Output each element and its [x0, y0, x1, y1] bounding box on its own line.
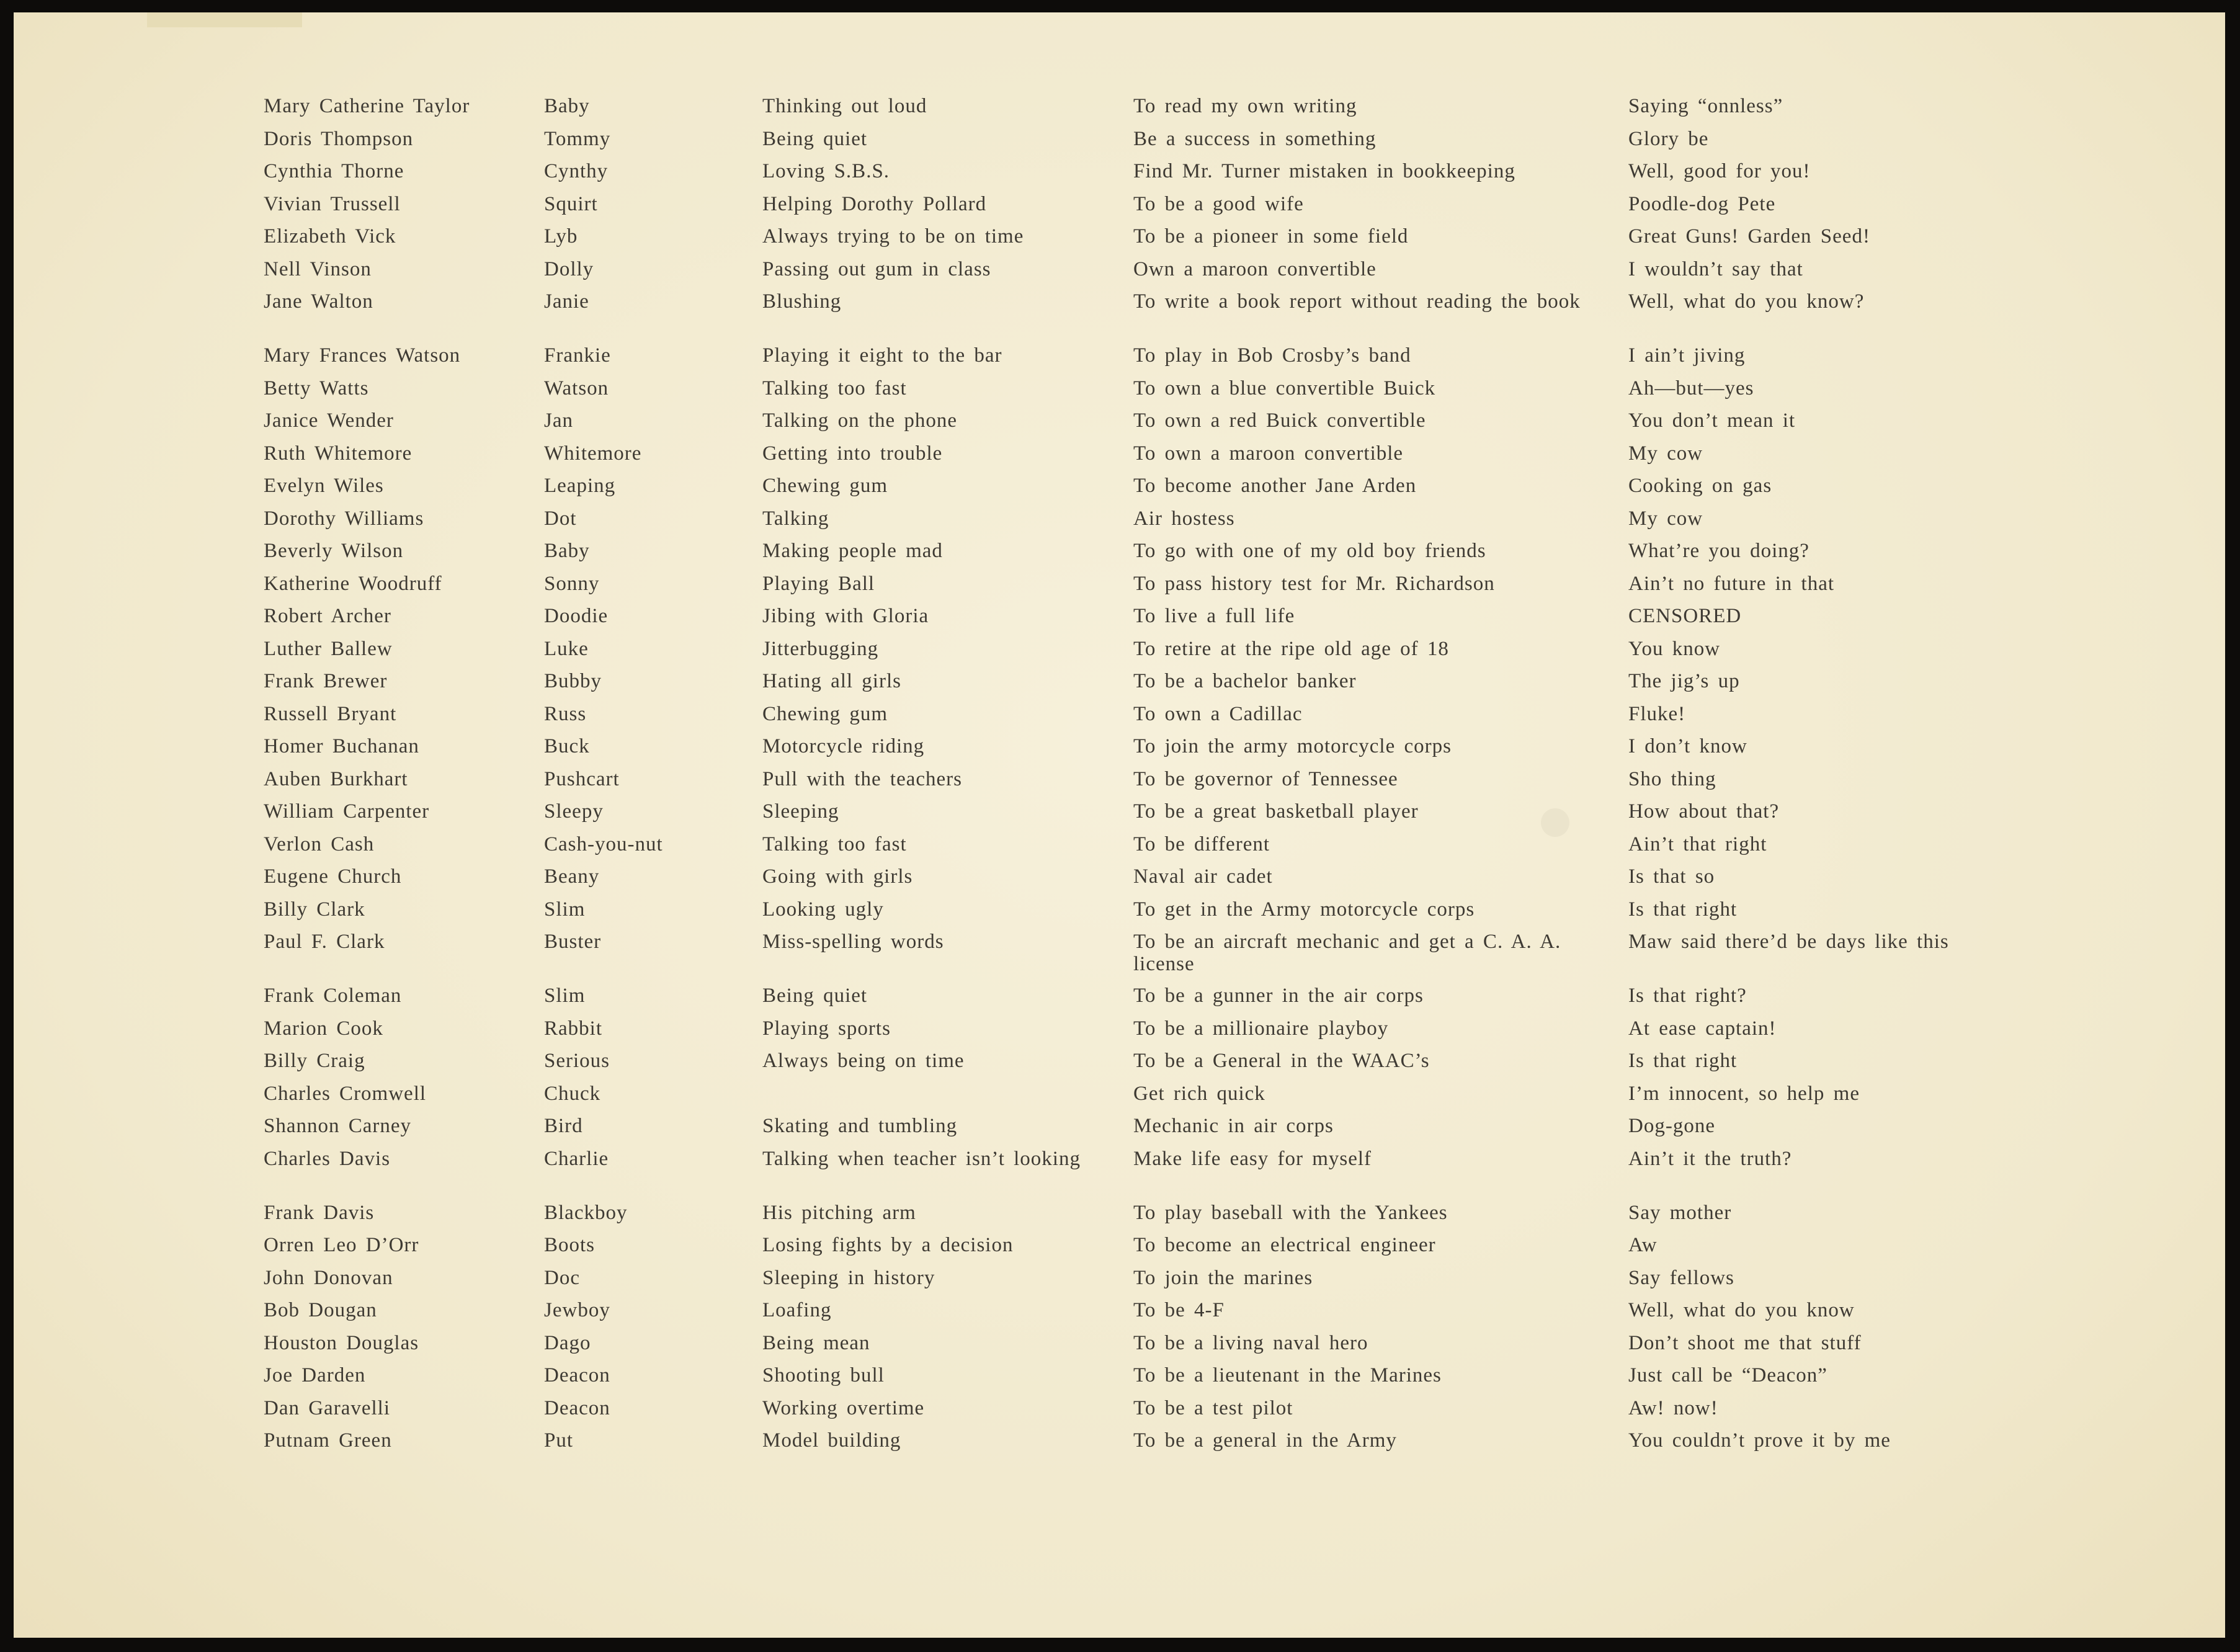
student-saying: Aw! now! — [1628, 1396, 1718, 1419]
student-weakness: Sleeping in history — [762, 1266, 935, 1289]
student-saying: Ain’t no future in that — [1628, 572, 1835, 595]
student-saying: My cow — [1628, 507, 1703, 530]
yearbook-page — [14, 12, 2225, 1638]
student-name: Mary Frances Watson — [264, 344, 461, 367]
student-saying: I ain’t jiving — [1628, 344, 1746, 367]
student-nickname: Serious — [544, 1050, 610, 1072]
student-ambition: To be a gunner in the air corps — [1133, 985, 1424, 1007]
student-saying: Ah—but—yes — [1628, 377, 1754, 400]
student-nickname: Dolly — [544, 257, 594, 280]
student-weakness: Thinking out loud — [762, 95, 927, 117]
student-ambition: To own a Cadillac — [1133, 702, 1303, 725]
student-saying: Well, what do you know — [1628, 1299, 1855, 1321]
student-nickname: Watson — [544, 377, 609, 400]
student-nickname: Charlie — [544, 1147, 609, 1170]
student-saying: At ease captain! — [1628, 1017, 1777, 1040]
student-ambition: Get rich quick — [1133, 1082, 1265, 1105]
student-weakness: Loafing — [762, 1299, 832, 1321]
student-ambition: To write a book report without reading the book — [1133, 290, 1581, 313]
student-name: Homer Buchanan — [264, 735, 419, 757]
student-weakness: Loving S.B.S. — [762, 160, 890, 182]
student-saying: Say fellows — [1628, 1266, 1734, 1289]
student-name: Luther Ballew — [264, 637, 393, 660]
roster-row — [264, 540, 2075, 573]
student-nickname: Leaping — [544, 475, 616, 497]
student-ambition: To be a lieutenant in the Marines — [1133, 1364, 1442, 1386]
student-ambition: To get in the Army motorcycle corps — [1133, 898, 1475, 921]
student-nickname: Jan — [544, 409, 573, 432]
student-weakness: Sleeping — [762, 800, 839, 823]
student-name: Auben Burkhart — [264, 767, 408, 790]
roster-row — [264, 1115, 2075, 1148]
student-name: Frank Davis — [264, 1201, 375, 1224]
student-ambition: Air hostess — [1133, 507, 1235, 530]
student-name: Bob Dougan — [264, 1299, 377, 1321]
student-saying: Sho thing — [1628, 767, 1716, 790]
student-ambition: To be a living naval hero — [1133, 1331, 1368, 1354]
student-name: William Carpenter — [264, 800, 430, 823]
roster-row — [264, 670, 2075, 703]
student-nickname: Sonny — [544, 572, 600, 595]
roster-row — [264, 258, 2075, 291]
student-name: Orren Leo D’Orr — [264, 1234, 419, 1256]
student-ambition: To be a test pilot — [1133, 1396, 1293, 1419]
student-name: Elizabeth Vick — [264, 225, 396, 248]
student-weakness: Making people mad — [762, 540, 943, 562]
student-weakness: Playing sports — [762, 1017, 891, 1040]
paper-edge-mark — [147, 12, 302, 27]
roster-row — [264, 931, 2075, 985]
student-name: Shannon Carney — [264, 1115, 412, 1137]
roster-row — [264, 507, 2075, 540]
student-ambition: To join the army motorcycle corps — [1133, 735, 1452, 757]
roster-row — [264, 1332, 2075, 1365]
roster-row — [264, 95, 2075, 128]
student-saying: I’m innocent, so help me — [1628, 1082, 1860, 1105]
student-nickname: Lyb — [544, 225, 578, 248]
student-saying: Aw — [1628, 1234, 1658, 1256]
student-weakness: Shooting bull — [762, 1364, 885, 1386]
student-saying: Is that right — [1628, 1050, 1738, 1072]
student-name: Ruth Whitemore — [264, 442, 413, 465]
student-name: Billy Craig — [264, 1050, 365, 1072]
student-ambition: To pass history test for Mr. Richardson — [1133, 572, 1495, 595]
student-nickname: Chuck — [544, 1082, 601, 1105]
student-name: Dan Garavelli — [264, 1396, 390, 1419]
student-saying: Well, good for you! — [1628, 160, 1811, 182]
student-nickname: Buster — [544, 931, 602, 953]
student-name: Cynthia Thorne — [264, 160, 404, 182]
student-saying: What’re you doing? — [1628, 540, 1809, 562]
student-saying: Dog-gone — [1628, 1115, 1715, 1137]
student-name: Billy Clark — [264, 898, 365, 921]
student-ambition: To go with one of my old boy friends — [1133, 540, 1486, 562]
student-nickname: Put — [544, 1429, 574, 1452]
roster-row — [264, 1202, 2075, 1235]
roster-row — [264, 1429, 2075, 1462]
student-name: Charles Davis — [264, 1147, 391, 1170]
student-saying: Cooking on gas — [1628, 475, 1772, 497]
student-weakness: Going with girls — [762, 865, 913, 888]
student-weakness: Always trying to be on time — [762, 225, 1024, 248]
student-nickname: Doc — [544, 1266, 580, 1289]
student-nickname: Doodie — [544, 605, 609, 627]
student-nickname: Dot — [544, 507, 577, 530]
student-nickname: Frankie — [544, 344, 611, 367]
student-saying: CENSORED — [1628, 605, 1742, 627]
student-weakness: Jitterbugging — [762, 637, 879, 660]
student-saying: Is that so — [1628, 865, 1715, 888]
student-nickname: Squirt — [544, 192, 598, 215]
student-name: Paul F. Clark — [264, 931, 385, 953]
student-ambition: To live a full life — [1133, 605, 1295, 627]
roster-row — [264, 160, 2075, 193]
student-nickname: Blackboy — [544, 1201, 628, 1224]
student-saying: I wouldn’t say that — [1628, 257, 1803, 280]
student-name: Nell Vinson — [264, 257, 372, 280]
student-nickname: Buck — [544, 735, 590, 757]
student-weakness: Skating and tumbling — [762, 1115, 958, 1137]
roster-row — [264, 1397, 2075, 1430]
student-weakness: Playing it eight to the bar — [762, 344, 1002, 367]
roster-row — [264, 1299, 2075, 1332]
roster-row — [264, 1083, 2075, 1115]
student-nickname: Slim — [544, 898, 586, 921]
student-saying: I don’t know — [1628, 735, 1747, 757]
student-ambition: To be a pioneer in some field — [1133, 225, 1409, 248]
student-saying: Poodle-dog Pete — [1628, 192, 1776, 215]
student-weakness: Being quiet — [762, 985, 868, 1007]
student-ambition: To be a great basketball player — [1133, 800, 1419, 823]
student-saying: Maw said there’d be days like this — [1628, 931, 1949, 953]
roster-body — [264, 95, 2075, 1462]
roster-row — [264, 1017, 2075, 1050]
student-nickname: Russ — [544, 702, 587, 725]
student-nickname: Bubby — [544, 670, 602, 692]
student-name: John Donovan — [264, 1266, 393, 1289]
student-name: Eugene Church — [264, 865, 402, 888]
student-name: Joe Darden — [264, 1364, 366, 1386]
student-ambition: To read my own writing — [1133, 95, 1357, 117]
student-ambition: To own a blue convertible Buick — [1133, 377, 1436, 400]
roster-row — [264, 344, 2075, 377]
senior-roster-table — [264, 95, 2075, 1462]
roster-row — [264, 1267, 2075, 1300]
student-nickname: Sleepy — [544, 800, 604, 823]
student-name: Janice Wender — [264, 409, 394, 432]
student-saying: Saying “onnless” — [1628, 95, 1783, 117]
student-saying: Ain’t it the truth? — [1628, 1147, 1792, 1170]
roster-row — [264, 193, 2075, 226]
student-name: Beverly Wilson — [264, 540, 404, 562]
student-name: Mary Catherine Taylor — [264, 95, 470, 117]
student-name: Vivian Trussell — [264, 192, 401, 215]
student-nickname: Boots — [544, 1234, 596, 1256]
student-weakness: Talking too fast — [762, 377, 907, 400]
roster-row — [264, 800, 2075, 833]
student-weakness: Always being on time — [762, 1050, 965, 1072]
student-weakness: Losing fights by a decision — [762, 1234, 1014, 1256]
student-ambition: To own a red Buick convertible — [1133, 409, 1426, 432]
student-nickname: Tommy — [544, 127, 611, 150]
roster-row — [264, 985, 2075, 1017]
student-weakness: Being quiet — [762, 127, 868, 150]
roster-row — [264, 605, 2075, 638]
student-ambition: To be a General in the WAAC’s — [1133, 1050, 1430, 1072]
roster-row — [264, 1050, 2075, 1083]
student-ambition: To become another Jane Arden — [1133, 475, 1417, 497]
roster-row — [264, 833, 2075, 866]
student-nickname: Dago — [544, 1331, 591, 1354]
student-ambition: To become an electrical engineer — [1133, 1234, 1436, 1256]
student-ambition: To own a maroon convertible — [1133, 442, 1404, 465]
roster-row — [264, 735, 2075, 768]
roster-row — [264, 442, 2075, 475]
student-name: Charles Cromwell — [264, 1082, 427, 1105]
student-name: Doris Thompson — [264, 127, 414, 150]
roster-row — [264, 1148, 2075, 1202]
roster-row — [264, 703, 2075, 736]
roster-row — [264, 475, 2075, 507]
student-ambition: To be governor of Tennessee — [1133, 767, 1398, 790]
student-nickname: Bird — [544, 1115, 583, 1137]
student-name: Frank Brewer — [264, 670, 388, 692]
student-ambition: Be a success in something — [1133, 127, 1377, 150]
roster-row — [264, 409, 2075, 442]
student-weakness: Hating all girls — [762, 670, 901, 692]
student-name: Houston Douglas — [264, 1331, 419, 1354]
student-weakness: Blushing — [762, 290, 842, 313]
student-name: Verlon Cash — [264, 833, 375, 855]
student-weakness: Talking when teacher isn’t looking — [762, 1147, 1081, 1170]
student-ambition: To join the marines — [1133, 1266, 1313, 1289]
student-saying: You couldn’t prove it by me — [1628, 1429, 1891, 1452]
roster-row — [264, 898, 2075, 931]
roster-row — [264, 768, 2075, 801]
student-nickname: Baby — [544, 540, 590, 562]
student-ambition: To be a bachelor banker — [1133, 670, 1357, 692]
student-weakness: Motorcycle riding — [762, 735, 925, 757]
roster-row — [264, 290, 2075, 344]
student-ambition: To be a general in the Army — [1133, 1429, 1397, 1452]
student-name: Frank Coleman — [264, 985, 402, 1007]
student-name: Marion Cook — [264, 1017, 383, 1040]
student-name: Robert Archer — [264, 605, 391, 627]
student-weakness: Looking ugly — [762, 898, 884, 921]
student-weakness: Being mean — [762, 1331, 870, 1354]
student-ambition: To be different — [1133, 833, 1270, 855]
roster-row — [264, 573, 2075, 605]
roster-row — [264, 865, 2075, 898]
student-weakness: Miss-spelling words — [762, 931, 944, 953]
student-saying: Say mother — [1628, 1201, 1732, 1224]
student-weakness: Getting into trouble — [762, 442, 943, 465]
student-saying: My cow — [1628, 442, 1703, 465]
student-name: Betty Watts — [264, 377, 369, 400]
student-ambition: To be 4-F — [1133, 1299, 1225, 1321]
student-nickname: Beany — [544, 865, 600, 888]
student-name: Jane Walton — [264, 290, 373, 313]
student-weakness: Chewing gum — [762, 475, 888, 497]
student-name: Dorothy Williams — [264, 507, 424, 530]
student-ambition: To be an aircraft mechanic and get a C. A. A. license — [1133, 931, 1561, 975]
roster-row — [264, 225, 2075, 258]
student-saying: Is that right — [1628, 898, 1738, 921]
student-ambition: To retire at the ripe old age of 18 — [1133, 637, 1449, 660]
student-ambition: To play baseball with the Yankees — [1133, 1201, 1448, 1224]
student-saying: Just call be “Deacon” — [1628, 1364, 1827, 1386]
student-saying: Fluke! — [1628, 702, 1686, 725]
roster-row — [264, 377, 2075, 410]
student-ambition: To play in Bob Crosby’s band — [1133, 344, 1411, 367]
student-name: Putnam Green — [264, 1429, 392, 1452]
student-nickname: Cynthy — [544, 160, 609, 182]
student-nickname: Slim — [544, 985, 586, 1007]
student-weakness: His pitching arm — [762, 1201, 916, 1224]
student-weakness: Talking on the phone — [762, 409, 958, 432]
student-nickname: Deacon — [544, 1364, 610, 1386]
student-saying: Don’t shoot me that stuff — [1628, 1331, 1862, 1354]
student-saying: Is that right? — [1628, 985, 1747, 1007]
student-nickname: Janie — [544, 290, 589, 313]
student-ambition: Own a maroon convertible — [1133, 257, 1377, 280]
student-ambition: Find Mr. Turner mistaken in bookkeeping — [1133, 160, 1515, 182]
student-weakness: Chewing gum — [762, 702, 888, 725]
student-weakness: Jibing with Gloria — [762, 605, 929, 627]
student-saying: Great Guns! Garden Seed! — [1628, 225, 1870, 248]
student-weakness: Working overtime — [762, 1396, 925, 1419]
student-saying: You know — [1628, 637, 1721, 660]
student-ambition: Make life easy for myself — [1133, 1147, 1372, 1170]
roster-row — [264, 1364, 2075, 1397]
student-saying: You don’t mean it — [1628, 409, 1796, 432]
roster-row — [264, 128, 2075, 161]
student-weakness: Talking — [762, 507, 829, 530]
student-weakness: Passing out gum in class — [762, 257, 991, 280]
student-saying: The jig’s up — [1628, 670, 1740, 692]
student-weakness: Pull with the teachers — [762, 767, 963, 790]
student-nickname: Cash-you-nut — [544, 833, 663, 855]
student-nickname: Luke — [544, 637, 589, 660]
student-saying: Well, what do you know? — [1628, 290, 1865, 313]
student-nickname: Jewboy — [544, 1299, 610, 1321]
student-nickname: Pushcart — [544, 767, 620, 790]
roster-row — [264, 1234, 2075, 1267]
student-saying: How about that? — [1628, 800, 1780, 823]
student-saying: Ain’t that right — [1628, 833, 1767, 855]
student-weakness: Helping Dorothy Pollard — [762, 192, 987, 215]
student-weakness: Talking too fast — [762, 833, 907, 855]
student-nickname: Rabbit — [544, 1017, 602, 1040]
student-ambition: Mechanic in air corps — [1133, 1115, 1334, 1137]
student-weakness — [762, 1083, 1133, 1115]
student-nickname: Deacon — [544, 1396, 610, 1419]
student-weakness: Model building — [762, 1429, 901, 1452]
student-nickname: Baby — [544, 95, 590, 117]
student-name: Evelyn Wiles — [264, 475, 384, 497]
student-weakness: Playing Ball — [762, 572, 875, 595]
student-name: Katherine Woodruff — [264, 572, 442, 595]
student-ambition: To be a good wife — [1133, 192, 1304, 215]
student-nickname: Whitemore — [544, 442, 642, 465]
student-ambition: Naval air cadet — [1133, 865, 1273, 888]
student-saying: Glory be — [1628, 127, 1709, 150]
roster-row — [264, 638, 2075, 671]
student-ambition: To be a millionaire playboy — [1133, 1017, 1389, 1040]
student-name: Russell Bryant — [264, 702, 397, 725]
